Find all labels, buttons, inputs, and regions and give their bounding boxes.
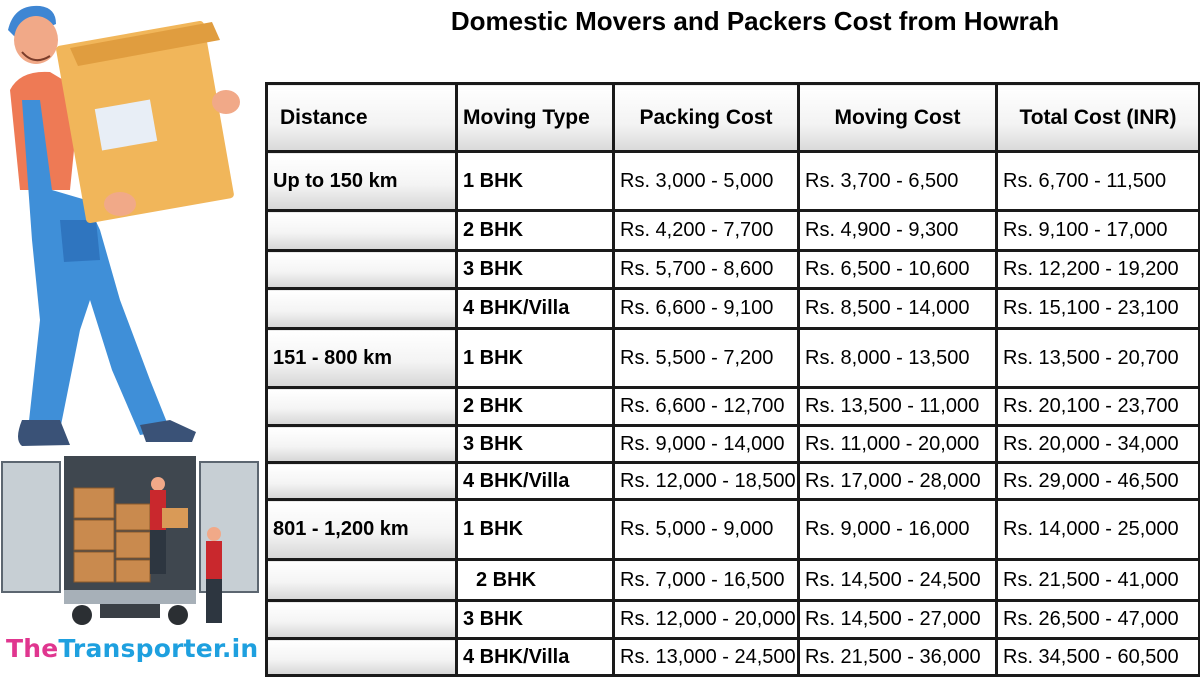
packing-cost-cell: Rs. 13,000 - 24,500: [614, 639, 799, 676]
table-row: [267, 251, 1200, 289]
distance-cell: [267, 560, 457, 601]
total-cost-cell: Rs. 29,000 - 46,500: [997, 463, 1200, 500]
table-row: [267, 426, 1200, 463]
moving-cost-cell: Rs. 14,500 - 27,000: [799, 601, 997, 639]
distance-cell: [267, 211, 457, 251]
total-cost-cell: Rs. 34,500 - 60,500: [997, 639, 1200, 676]
header-distance: Distance: [267, 84, 457, 152]
packing-cost-cell: Rs. 12,000 - 20,000: [614, 601, 799, 639]
moving-type-cell: 4 BHK/Villa: [457, 289, 614, 329]
moving-type-cell: 2 BHK: [457, 560, 614, 601]
moving-cost-cell: Rs. 8,500 - 14,000: [799, 289, 997, 329]
distance-cell: Up to 150 km: [267, 152, 457, 211]
packing-cost-cell: Rs. 6,600 - 12,700: [614, 388, 799, 426]
packing-cost-cell: Rs. 6,600 - 9,100: [614, 289, 799, 329]
table-row: [267, 463, 1200, 500]
packing-cost-cell: Rs. 4,200 - 7,700: [614, 211, 799, 251]
packing-cost-cell: Rs. 5,700 - 8,600: [614, 251, 799, 289]
moving-type-cell: 2 BHK: [457, 211, 614, 251]
moving-cost-cell: Rs. 4,900 - 9,300: [799, 211, 997, 251]
moving-type-cell: 4 BHK/Villa: [457, 639, 614, 676]
moving-type-cell: 3 BHK: [457, 251, 614, 289]
packing-cost-cell: Rs. 9,000 - 14,000: [614, 426, 799, 463]
moving-cost-cell: Rs. 17,000 - 28,000: [799, 463, 997, 500]
moving-cost-cell: Rs. 11,000 - 20,000: [799, 426, 997, 463]
moving-cost-cell: Rs. 6,500 - 10,600: [799, 251, 997, 289]
table-row: [267, 500, 1200, 560]
table-row: [267, 211, 1200, 251]
distance-cell: [267, 639, 457, 676]
total-cost-cell: Rs. 21,500 - 41,000: [997, 560, 1200, 601]
moving-type-cell: 1 BHK: [457, 329, 614, 388]
table-header-row: [267, 84, 1200, 152]
packing-cost-cell: Rs. 7,000 - 16,500: [614, 560, 799, 601]
distance-cell: [267, 289, 457, 329]
moving-cost-cell: Rs. 9,000 - 16,000: [799, 500, 997, 560]
total-cost-cell: Rs. 12,200 - 19,200: [997, 251, 1200, 289]
packing-cost-cell: Rs. 3,000 - 5,000: [614, 152, 799, 211]
table-row: [267, 639, 1200, 676]
distance-cell: [267, 426, 457, 463]
brand-logo-text: TheTransporter.in: [6, 634, 259, 663]
moving-type-cell: 2 BHK: [457, 388, 614, 426]
header-total-cost: Total Cost (INR): [997, 84, 1200, 152]
moving-cost-cell: Rs. 8,000 - 13,500: [799, 329, 997, 388]
table-row: [267, 601, 1200, 639]
table-row: [267, 388, 1200, 426]
total-cost-cell: Rs. 20,000 - 34,000: [997, 426, 1200, 463]
total-cost-cell: Rs. 14,000 - 25,000: [997, 500, 1200, 560]
header-moving-cost: Moving Cost: [799, 84, 997, 152]
packing-cost-cell: Rs. 5,500 - 7,200: [614, 329, 799, 388]
moving-type-cell: 4 BHK/Villa: [457, 463, 614, 500]
header-packing-cost: Packing Cost: [614, 84, 799, 152]
moving-cost-cell: Rs. 21,500 - 36,000: [799, 639, 997, 676]
total-cost-cell: Rs. 20,100 - 23,700: [997, 388, 1200, 426]
total-cost-cell: Rs. 9,100 - 17,000: [997, 211, 1200, 251]
moving-type-cell: 1 BHK: [457, 152, 614, 211]
moving-type-cell: 3 BHK: [457, 426, 614, 463]
page-title: Domestic Movers and Packers Cost from Howrah: [450, 6, 1060, 36]
table-row: [267, 289, 1200, 329]
moving-cost-cell: Rs. 14,500 - 24,500: [799, 560, 997, 601]
total-cost-cell: Rs. 13,500 - 20,700: [997, 329, 1200, 388]
total-cost-cell: Rs. 26,500 - 47,000: [997, 601, 1200, 639]
moving-cost-cell: Rs. 13,500 - 11,000: [799, 388, 997, 426]
moving-cost-cell: Rs. 3,700 - 6,500: [799, 152, 997, 211]
packing-cost-cell: Rs. 5,000 - 9,000: [614, 500, 799, 560]
distance-cell: [267, 601, 457, 639]
total-cost-cell: Rs. 6,700 - 11,500: [997, 152, 1200, 211]
table-row: [267, 152, 1200, 211]
distance-cell: 151 - 800 km: [267, 329, 457, 388]
table-row: [267, 560, 1200, 601]
packing-cost-cell: Rs. 12,000 - 18,500: [614, 463, 799, 500]
mover-illustration: [0, 0, 262, 675]
table-row: [267, 329, 1200, 388]
moving-type-cell: 3 BHK: [457, 601, 614, 639]
header-moving-type: Moving Type: [457, 84, 614, 152]
truck-loading-illustration: [0, 456, 262, 628]
moving-type-cell: 1 BHK: [457, 500, 614, 560]
total-cost-cell: Rs. 15,100 - 23,100: [997, 289, 1200, 329]
distance-cell: [267, 388, 457, 426]
distance-cell: [267, 251, 457, 289]
distance-cell: 801 - 1,200 km: [267, 500, 457, 560]
cost-table: [265, 82, 1200, 677]
distance-cell: [267, 463, 457, 500]
mover-carrying-box-illustration: [8, 6, 240, 446]
